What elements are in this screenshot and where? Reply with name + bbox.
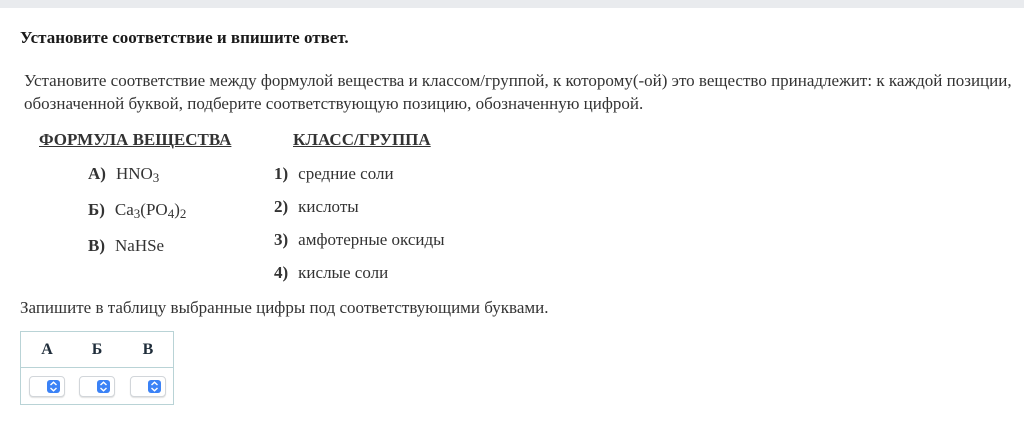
up-down-chevron-icon (148, 380, 161, 393)
formula-text: $Ca_3(PO_4)_2$ (114, 200, 187, 221)
answer-table-header (21, 332, 173, 368)
top-bar (0, 0, 1024, 8)
formula-item-b (88, 200, 186, 220)
answer-header-b: Б (91, 341, 103, 358)
class-item-2 (274, 197, 359, 217)
up-down-chevron-icon (47, 380, 60, 393)
formula-column-header: ФОРМУЛА ВЕЩЕСТВА (39, 130, 232, 149)
answer-header-a: А (41, 341, 53, 358)
answer-header-v: В (142, 341, 154, 358)
answer-instruction: Запишите в таблицу выбранные цифры под соответствующими буквами. (20, 298, 549, 317)
formula-item-a (88, 164, 159, 184)
class-item-4 (274, 263, 388, 283)
task-intro: Установите соответствие между формулой вещества и классом/группой, к которому(-ой) это вещество принадлежит: к каждой позиции, обозначенной буквой, подберите соответствующую позицию, обозначенную цифрой. (24, 71, 1012, 113)
up-down-chevron-icon (97, 380, 110, 393)
class-column-header: КЛАСС/ГРУППА (293, 130, 431, 149)
class-label: амфотерные оксиды (298, 230, 445, 249)
formula-text: $HNO_3$ (115, 164, 160, 185)
class-label: средние соли (298, 164, 394, 183)
class-item-1 (274, 164, 394, 184)
formula-mark: В) (88, 236, 105, 255)
answer-select-a[interactable] (29, 376, 65, 397)
class-label: кислые соли (298, 263, 389, 282)
class-mark: 4) (274, 263, 289, 282)
answer-table (20, 331, 174, 405)
class-label: кислоты (298, 197, 359, 216)
formula-mark: Б) (88, 200, 105, 219)
answer-select-v[interactable] (130, 376, 166, 397)
formula-text: NaHSe (115, 236, 165, 255)
class-mark: 2) (274, 197, 289, 216)
class-mark: 1) (274, 164, 289, 183)
task-heading: Установите соответствие и впишите ответ. (20, 28, 349, 47)
class-mark: 3) (274, 230, 289, 249)
class-item-3 (274, 230, 445, 250)
formula-item-v (88, 236, 164, 256)
answer-select-b[interactable] (79, 376, 115, 397)
formula-mark: А) (88, 164, 106, 183)
